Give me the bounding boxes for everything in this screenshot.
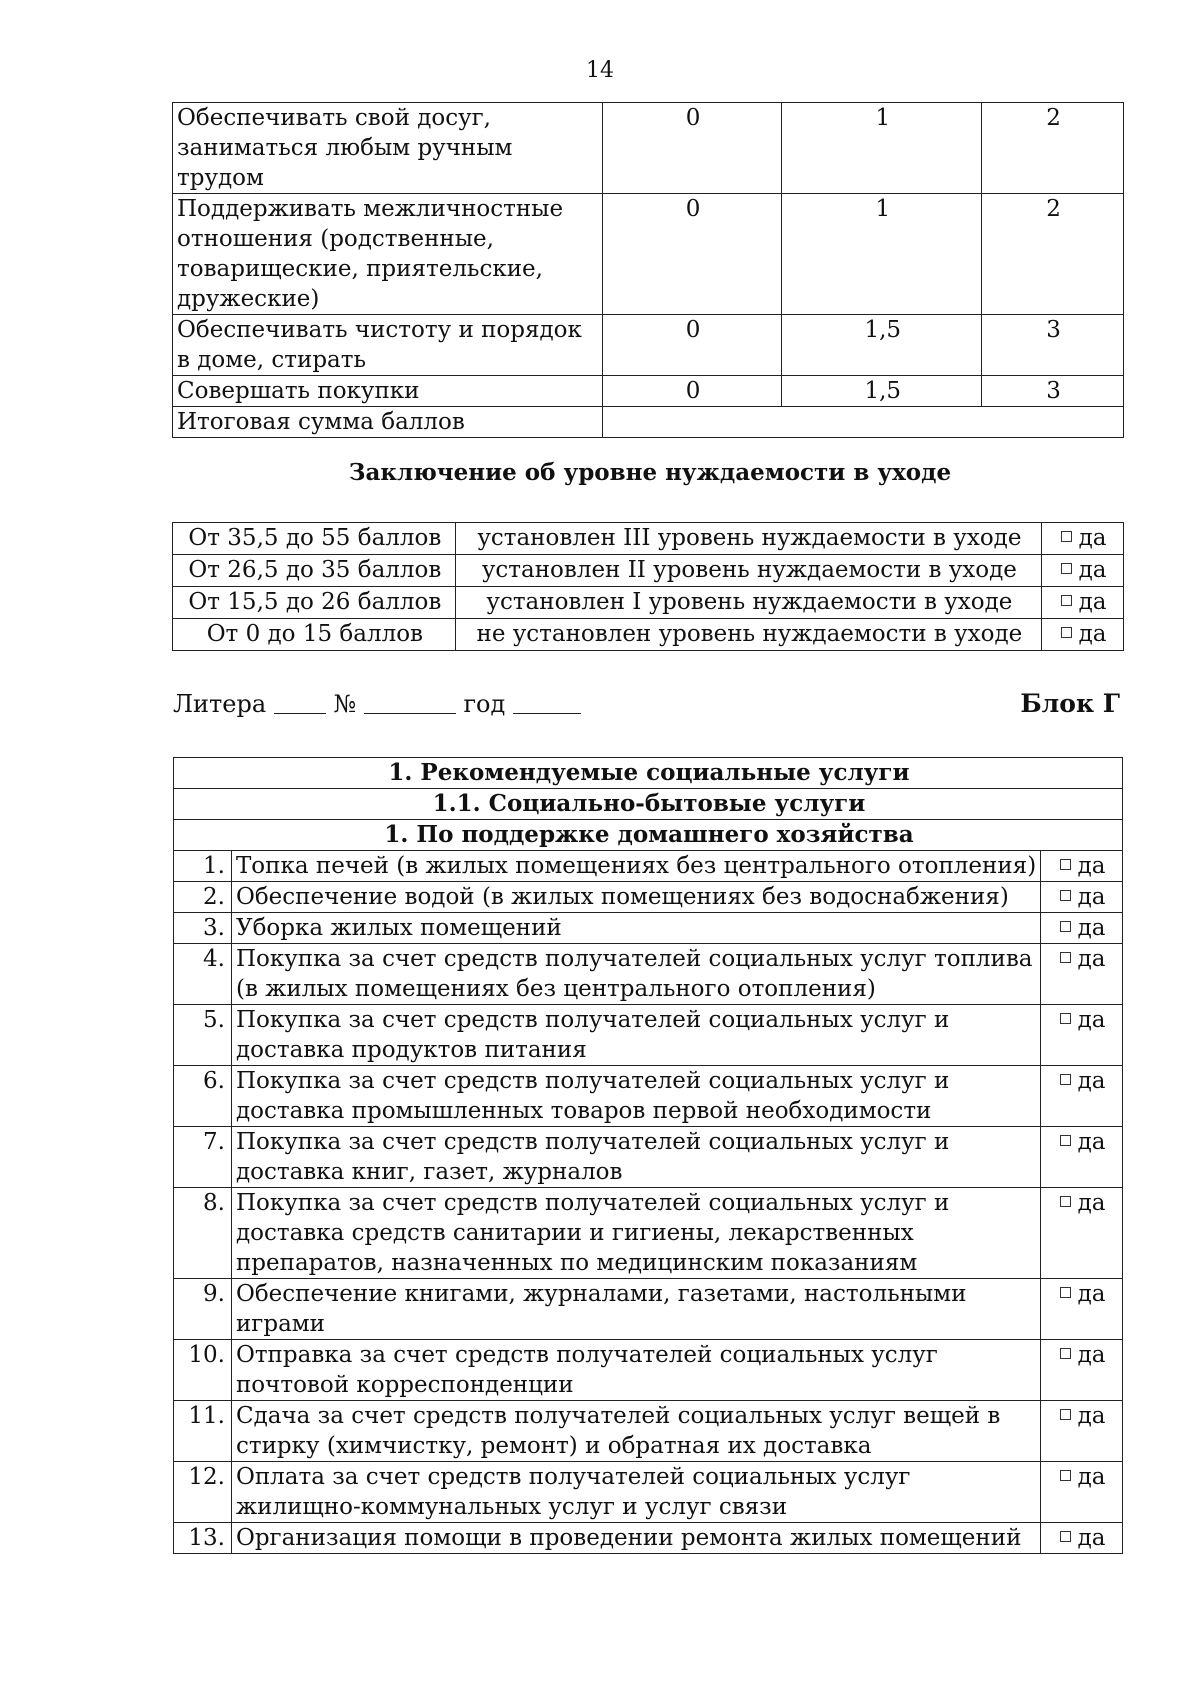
item-number: 9. (174, 1279, 232, 1340)
item-number: 13. (174, 1523, 232, 1554)
checkbox-icon[interactable] (1060, 1135, 1071, 1146)
item-number: 3. (174, 913, 232, 944)
checkbox-yes[interactable]: да (1041, 882, 1123, 913)
score-mid: 1 (782, 103, 982, 194)
score-mid: 1,5 (782, 315, 982, 376)
care-level: установлен III уровень нуждаемости в уходе (455, 523, 1041, 555)
table-row (174, 1279, 1123, 1340)
table-row (174, 1462, 1123, 1523)
services-subheading: 1.1. Социально-бытовые услуги (174, 789, 1123, 820)
checkbox-icon[interactable] (1061, 531, 1072, 542)
table-row (174, 882, 1123, 913)
item-number: 10. (174, 1340, 232, 1401)
total-value[interactable] (602, 407, 1123, 438)
services-section-heading: 1. По поддержке домашнего хозяйства (174, 820, 1123, 851)
score-max: 2 (982, 103, 1124, 194)
table-row (174, 944, 1123, 1005)
item-text: Сдача за счет средств получателей социальных услуг вещей в стирку (химчистку, ремонт) и обратная их доставка (231, 1401, 1040, 1462)
checkbox-icon[interactable] (1060, 1531, 1071, 1542)
table-row (173, 555, 1124, 587)
table-row (174, 1127, 1123, 1188)
checkbox-yes[interactable]: да (1042, 555, 1124, 587)
score-max: 3 (982, 315, 1124, 376)
score-range: От 26,5 до 35 баллов (173, 555, 456, 587)
score-0: 0 (602, 194, 782, 315)
score-range: От 0 до 15 баллов (173, 619, 456, 651)
item-text: Покупка за счет средств получателей социальных услуг и доставка продуктов питания (231, 1005, 1040, 1066)
table-row (174, 1340, 1123, 1401)
care-level: установлен II уровень нуждаемости в уходе (455, 555, 1041, 587)
checkbox-icon[interactable] (1060, 1287, 1071, 1298)
year-label: год (463, 690, 506, 718)
care-level: установлен I уровень нуждаемости в уходе (455, 587, 1041, 619)
checkbox-icon[interactable] (1060, 890, 1071, 901)
ability-label: Совершать покупки (173, 376, 603, 407)
item-number: 7. (174, 1127, 232, 1188)
score-range: От 15,5 до 26 баллов (173, 587, 456, 619)
checkbox-icon[interactable] (1061, 563, 1072, 574)
table-row (174, 1066, 1123, 1127)
checkbox-icon[interactable] (1060, 1348, 1071, 1359)
checkbox-icon[interactable] (1060, 859, 1071, 870)
item-text: Покупка за счет средств получателей социальных услуг и доставка книг, газет, журналов (231, 1127, 1040, 1188)
care-level: не установлен уровень нуждаемости в уходе (455, 619, 1041, 651)
item-text: Организация помощи в проведении ремонта жилых помещений (231, 1523, 1040, 1554)
table-row (173, 103, 1124, 194)
checkbox-yes[interactable]: да (1041, 1005, 1123, 1066)
score-mid: 1 (782, 194, 982, 315)
score-mid: 1,5 (782, 376, 982, 407)
abilities-table (172, 102, 1124, 438)
checkbox-yes[interactable]: да (1042, 523, 1124, 555)
score-0: 0 (602, 376, 782, 407)
checkbox-icon[interactable] (1061, 627, 1072, 638)
item-number: 1. (174, 851, 232, 882)
table-row (173, 315, 1124, 376)
checkbox-icon[interactable] (1060, 1196, 1071, 1207)
checkbox-yes[interactable]: да (1041, 913, 1123, 944)
ability-label: Обеспечивать чистоту и порядок в доме, стирать (173, 315, 603, 376)
table-row (174, 1401, 1123, 1462)
item-text: Покупка за счет средств получателей социальных услуг и доставка промышленных товаров первой необходимости (231, 1066, 1040, 1127)
conclusion-title: Заключение об уровне нуждаемости в уходе (348, 459, 952, 486)
page-number: 14 (586, 58, 614, 83)
total-label: Итоговая сумма баллов (173, 407, 603, 438)
item-text: Обеспечение водой (в жилых помещениях без водоснабжения) (231, 882, 1040, 913)
checkbox-yes[interactable]: да (1041, 1523, 1123, 1554)
checkbox-icon[interactable] (1060, 1409, 1071, 1420)
table-row (173, 523, 1124, 555)
table-row (173, 194, 1124, 315)
checkbox-yes[interactable]: да (1042, 587, 1124, 619)
checkbox-icon[interactable] (1060, 1013, 1071, 1024)
item-text: Покупка за счет средств получателей социальных услуг топлива (в жилых помещениях без центрального отопления) (231, 944, 1040, 1005)
item-number: 2. (174, 882, 232, 913)
litera-field[interactable] (274, 691, 326, 714)
score-0: 0 (602, 103, 782, 194)
conclusion-table (172, 522, 1124, 651)
ability-label: Поддерживать межличностные отношения (родственные, товарищеские, приятельские, дружеские) (173, 194, 603, 315)
checkbox-yes[interactable]: да (1041, 851, 1123, 882)
item-number: 5. (174, 1005, 232, 1066)
checkbox-yes[interactable]: да (1041, 1188, 1123, 1279)
checkbox-yes[interactable]: да (1041, 1066, 1123, 1127)
number-field[interactable] (364, 691, 456, 714)
item-text: Оплата за счет средств получателей социальных услуг жилищно-коммунальных услуг и услуг связи (231, 1462, 1040, 1523)
score-0: 0 (602, 315, 782, 376)
item-text: Уборка жилых помещений (231, 913, 1040, 944)
checkbox-yes[interactable]: да (1041, 944, 1123, 1005)
checkbox-icon[interactable] (1061, 595, 1072, 606)
score-max: 2 (982, 194, 1124, 315)
checkbox-yes[interactable]: да (1041, 1279, 1123, 1340)
table-row-total (173, 407, 1124, 438)
score-max: 3 (982, 376, 1124, 407)
year-field[interactable] (513, 691, 581, 714)
ability-label: Обеспечивать свой досуг, заниматься любым ручным трудом (173, 103, 603, 194)
checkbox-icon[interactable] (1060, 921, 1071, 932)
checkbox-yes[interactable]: да (1041, 1462, 1123, 1523)
table-row (173, 376, 1124, 407)
services-table (173, 757, 1123, 1554)
item-text: Покупка за счет средств получателей социальных услуг и доставка средств санитарии и гигиены, лекарственных препаратов, назначенных по медицинским показаниям (231, 1188, 1040, 1279)
checkbox-yes[interactable]: да (1041, 1127, 1123, 1188)
item-text: Обеспечение книгами, журналами, газетами, настольными играми (231, 1279, 1040, 1340)
item-number: 8. (174, 1188, 232, 1279)
table-row (173, 587, 1124, 619)
item-number: 6. (174, 1066, 232, 1127)
checkbox-icon[interactable] (1060, 952, 1071, 963)
litera-label: Литера (173, 690, 267, 718)
table-row (173, 619, 1124, 651)
item-text: Топка печей (в жилых помещениях без центрального отопления) (231, 851, 1040, 882)
services-heading: 1. Рекомендуемые социальные услуги (174, 758, 1123, 789)
number-label: № (333, 690, 357, 718)
checkbox-yes[interactable]: да (1042, 619, 1124, 651)
table-row (174, 851, 1123, 882)
checkbox-icon[interactable] (1060, 1074, 1071, 1085)
item-text: Отправка за счет средств получателей социальных услуг почтовой корреспонденции (231, 1340, 1040, 1401)
item-number: 4. (174, 944, 232, 1005)
table-row (174, 1188, 1123, 1279)
litera-line (173, 690, 581, 718)
checkbox-icon[interactable] (1060, 1470, 1071, 1481)
checkbox-yes[interactable]: да (1041, 1340, 1123, 1401)
score-range: От 35,5 до 55 баллов (173, 523, 456, 555)
item-number: 11. (174, 1401, 232, 1462)
block-label: Блок Г (1020, 689, 1120, 718)
table-row (174, 913, 1123, 944)
table-row (174, 1005, 1123, 1066)
checkbox-yes[interactable]: да (1041, 1401, 1123, 1462)
table-row (174, 1523, 1123, 1554)
item-number: 12. (174, 1462, 232, 1523)
